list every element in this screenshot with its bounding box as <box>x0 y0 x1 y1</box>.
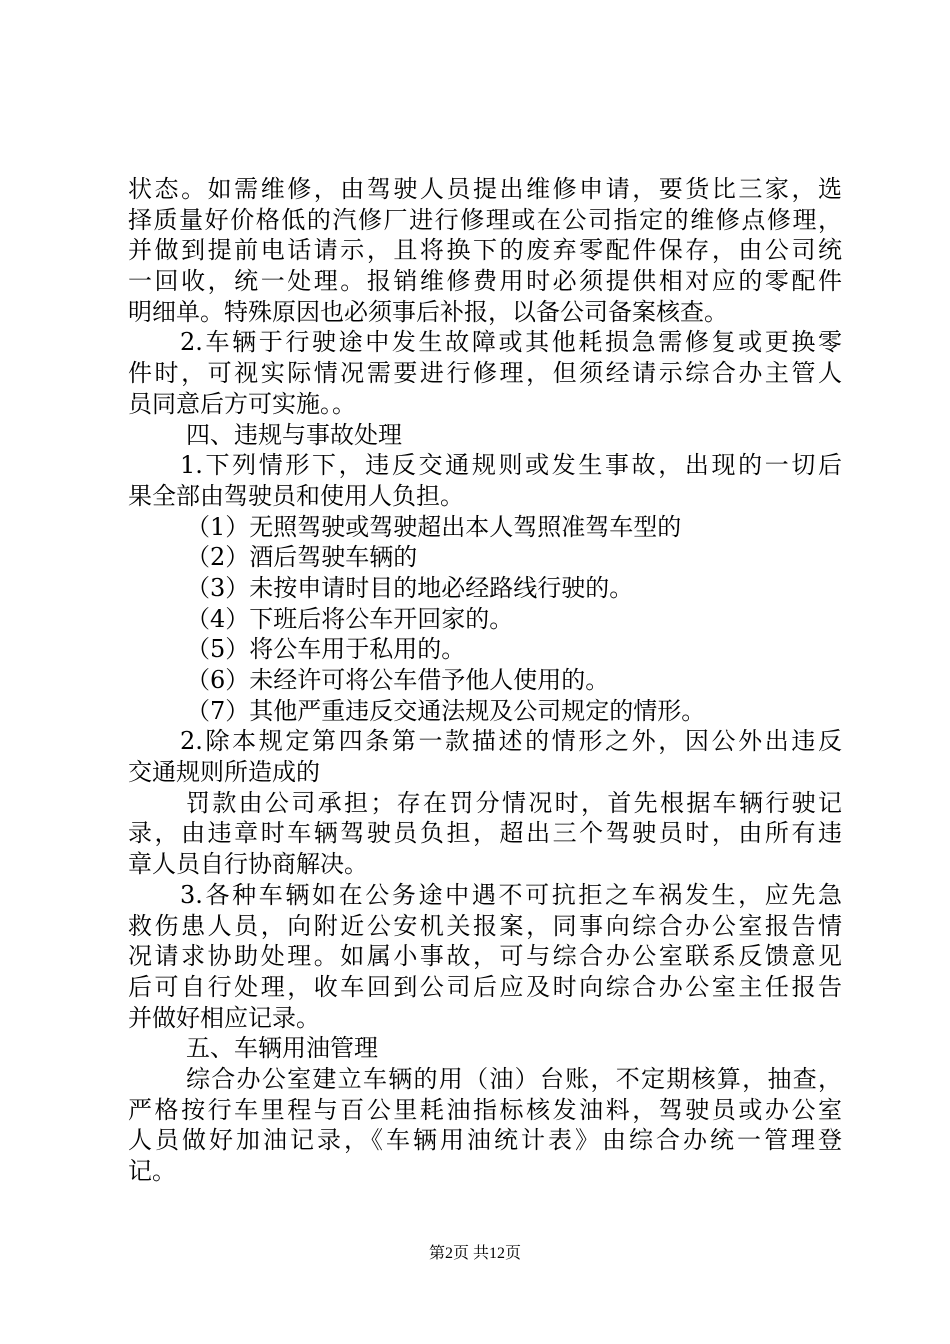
list-item: （5）将公车用于私用的。 <box>186 635 466 664</box>
text-line: 人员做好加油记录，《车辆用油统计表》由综合办统一管理登 <box>128 1126 842 1155</box>
document-body <box>128 174 842 1187</box>
list-item: （3）未按申请时目的地必经路线行驶的。 <box>186 573 634 602</box>
text-line: 后可自行处理，收车回到公司后应及时向综合办公室主任报告 <box>128 972 842 1001</box>
text-line: 一回收，统一处理。报销维修费用时必须提供相对应的零配件 <box>128 267 842 296</box>
text-line: 交通规则所造成的 <box>128 758 320 787</box>
page-number-footer: 第2页 共12页 <box>428 1245 521 1262</box>
list-item: （6）未经许可将公车借予他人使用的。 <box>186 666 610 694</box>
list-item: （1）无照驾驶或驾驶超出本人驾照准驾车型的 <box>186 512 682 541</box>
text-line: 择质量好价格低的汽修厂进行修理或在公司指定的维修点修理， <box>128 205 842 234</box>
text-line: 罚款由公司承担；存在罚分情况时，首先根据车辆行驶记 <box>186 788 842 817</box>
section-heading: 四、违规与事故处理 <box>186 420 402 449</box>
text-line: 状态。如需维修，由驾驶人员提出维修申请，要货比三家，选 <box>128 175 842 203</box>
text-line: 3.各种车辆如在公务途中遇不可抗拒之车祸发生，应先急 <box>180 880 842 909</box>
list-item: （4）下班后将公车开回家的。 <box>186 604 514 633</box>
text-line: 明细单。特殊原因也必须事后补报，以备公司备案核查。 <box>128 297 728 326</box>
text-line: 并做好相应记录。 <box>128 1003 320 1032</box>
text-line: 录，由违章时车辆驾驶员负担，超出三个驾驶员时，由所有违 <box>128 819 842 848</box>
list-item: （7）其他严重违反交通法规及公司规定的情形。 <box>186 696 706 725</box>
section-heading: 五、车辆用油管理 <box>186 1034 378 1063</box>
text-line: 并做到提前电话请示，且将换下的废弃零配件保存，由公司统 <box>128 236 842 265</box>
list-item: （2）酒后驾驶车辆的 <box>186 543 418 572</box>
text-line: 员同意后方可实施。。 <box>128 389 356 418</box>
text-line: 记。 <box>128 1157 176 1185</box>
text-line: 2.除本规定第四条第一款描述的情形之外，因公外出违反 <box>180 727 842 756</box>
text-line: 1.下列情形下，违反交通规则或发生事故，出现的一切后 <box>180 451 842 480</box>
text-line: 综合办公室建立车辆的用（油）台账，不定期核算，抽查， <box>186 1064 842 1093</box>
text-line: 救伤患人员，向附近公安机关报案，同事向综合办公室报告情 <box>128 911 842 940</box>
text-line: 件时，可视实际情况需要进行修理，但须经请示综合办主管人 <box>128 359 842 388</box>
text-line: 况请求协助处理。如属小事故，可与综合办公室联系反馈意见 <box>128 942 842 971</box>
text-line: 章人员自行协商解决。 <box>128 850 368 879</box>
text-line: 2.车辆于行驶途中发生故障或其他耗损急需修复或更换零 <box>180 328 842 357</box>
text-line: 果全部由驾驶员和使用人负担。 <box>128 481 464 510</box>
text-line: 严格按行车里程与百公里耗油指标核发油料，驾驶员或办公室 <box>128 1095 842 1124</box>
